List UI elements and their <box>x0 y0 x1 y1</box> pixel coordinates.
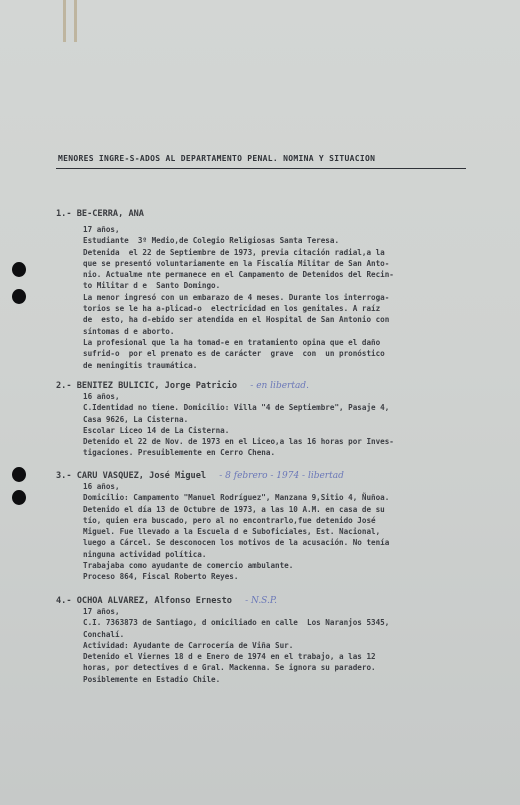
entry-number: 1.- <box>56 209 72 219</box>
entry-heading <box>56 381 516 391</box>
handwritten-note: - 8 febrero - 1974 - libertad <box>219 471 344 481</box>
entry-1 <box>56 209 516 371</box>
entry-body: 16 años, Domicilio: Campamento "Manuel Rodríguez", Manzana 9,Sitio 4, Ñuñoa. Detenido el día 13 de Octubre de 1973, a las 10 A.M. en casa de su tío, quien era buscado, pero al no encontrarlo,fue detenido José Miguel. Fue llevado a la Escuela d e Suboficiales, Est. Nacional, luego a Cárcel. Se desconocen los motivos de la acusación. No tenía ninguna actividad política. Trabajaba como ayudante de comercio ambulante. Proceso 864, Fiscal Roberto Reyes. <box>83 482 390 582</box>
handwritten-note: - en libertad. <box>250 381 309 391</box>
entry-4 <box>56 596 516 685</box>
staple-mark <box>74 0 77 42</box>
entry-heading <box>56 471 516 481</box>
title-underline <box>56 168 466 169</box>
punch-hole <box>12 262 26 277</box>
punch-hole <box>12 490 26 505</box>
entry-name: OCHOA ALVAREZ, Alfonso Ernesto <box>76 596 232 606</box>
document-title: MENORES INGRE-S-ADOS AL DEPARTAMENTO PENAL. NOMINA Y SITUACION <box>58 154 376 163</box>
entry-body: 17 años, Estudiante 3º Medio,de Colegio Religiosas Santa Teresa. Detenida el 22 de Septiembre de 1973, previa citación radial,a la que se presentó voluntariamente en la Fiscalía Militar de San Anto- nio. Actualme nte permanece en el Campamento de Detenidos del Recin- to Militar d e Santo Domingo. La menor ingresó con un embarazo de 4 meses. Durante los interroga- torios se le ha a-plicad-o electricidad en los genitales. A raíz de esto, ha d-ebido ser atendida en el Hospital de San Antonio con síntomas d e aborto. La profesional que la ha tomad-e en tratamiento opina que el daño sufrid-o por el prenato es de carácter grave con un pronóstico de meningitis traumática. <box>83 225 394 370</box>
entry-name: BENITEZ BULICIC, Jorge Patricio <box>76 381 238 391</box>
entry-body: 17 años, C.I. 7363873 de Santiago, d omiciliado en calle Los Naranjos 5345, Conchalí. Actividad: Ayudante de Carrocería de Viña Sur. Detenido el Viernes 18 d e Enero de 1974 en el trabajo, a las 12 horas, por detectives d e Gral. Mackenna. Se ignora su paradero. Posiblemente en Estadio Chile. <box>83 607 390 684</box>
entry-2 <box>56 381 516 459</box>
entry-heading <box>56 596 516 606</box>
punch-hole <box>12 467 26 482</box>
punch-hole <box>12 289 26 304</box>
entry-number: 3.- <box>56 471 72 481</box>
entry-number: 4.- <box>56 596 72 606</box>
entry-body: 16 años, C.Identidad no tiene. Domicilio: Villa "4 de Septiembre", Pasaje 4, Casa 9626, La Cisterna. Escolar Liceo 14 de La Cisterna. Detenido el 22 de Nov. de 1973 en el Liceo,a las 16 horas por Inves- tigaciones. Presuiblemente en Cerro Chena. <box>83 392 394 458</box>
entry-name: CARU VASQUEZ, José Miguel <box>76 471 207 481</box>
entry-number: 2.- <box>56 381 72 391</box>
entry-name: BE-CERRA, ANA <box>76 209 144 219</box>
handwritten-note: - N.S.P. <box>245 596 277 606</box>
entry-3 <box>56 471 516 583</box>
staple-mark <box>63 0 66 42</box>
entry-heading <box>56 209 516 219</box>
